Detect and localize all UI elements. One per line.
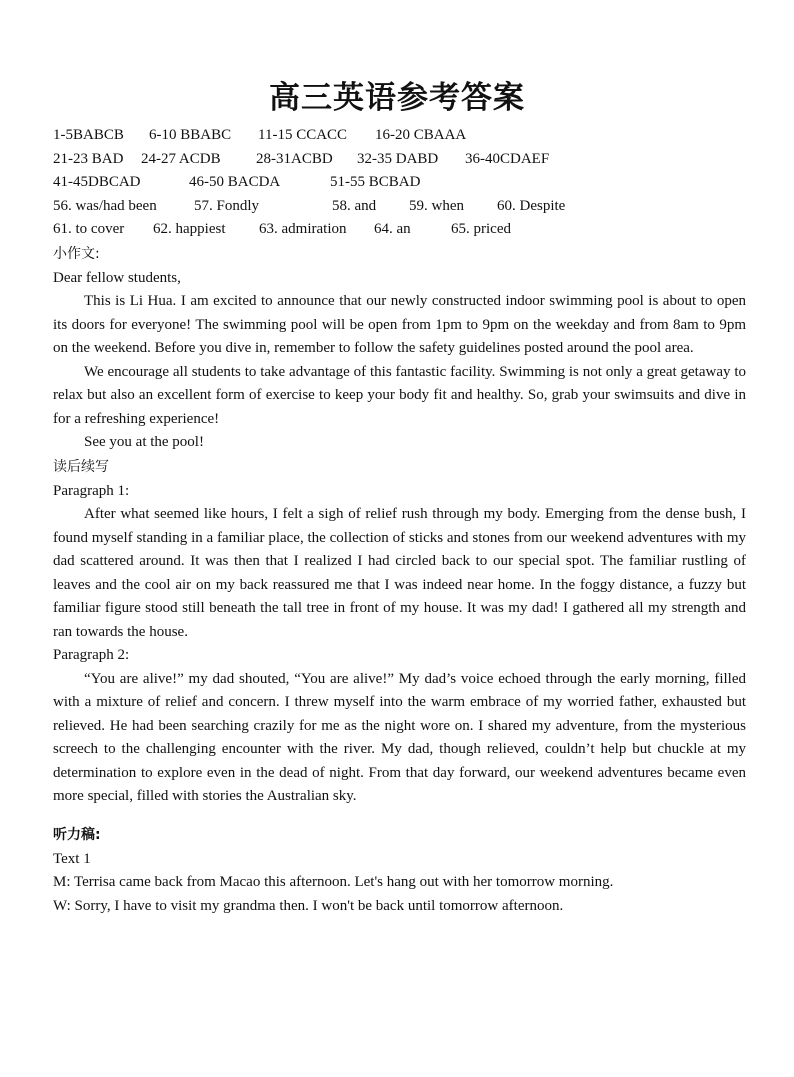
answer-group: 64. an xyxy=(374,221,411,237)
answer-group: 46-50 BACDA xyxy=(189,174,281,190)
answer-group: 6-10 BBABC xyxy=(149,127,232,143)
answer-group: 28-31ACBD xyxy=(256,150,333,167)
writing-section-label: 小作文: xyxy=(53,245,100,262)
answer-group: 61. to cover xyxy=(53,221,125,237)
answer-group: 63. admiration xyxy=(259,221,347,237)
answer-group: 51-55 BCBAD xyxy=(330,174,421,190)
answer-group: 56. was/had been xyxy=(53,197,157,214)
answer-group: 16-20 CBAAA xyxy=(375,127,467,143)
continuation-section-label: 读后续写 xyxy=(53,458,109,475)
answer-group: 62. happiest xyxy=(153,221,226,237)
paragraph-2-text: “You are alive!” my dad shouted, “You are alive!” My dad’s voice echoed through the early morning, filled with a mixture of relief and concern. I threw myself into the warm embrace of my worried father, exhausted but relieved. He had been searching crazily for me as the night wore on. I shared my adventure, from the mysterious screech to the challenging encounter with the river. My dad, though relieved, couldn’t help but chuckle at my determination to explore even in the dead of night. From that day forward, our weekend adventures became even more special, filled with stories the Australian sky. xyxy=(53,670,746,804)
answer-group: 11-15 CCACC xyxy=(258,127,348,143)
section-spacer xyxy=(53,809,746,823)
answer-group: 21-23 BAD xyxy=(53,150,124,167)
letter-paragraph: We encourage all students to take advantage of this fantastic facility. Swimming is not only a great getaway to relax but also an excellent form of exercise to keep your body fit and healthy. So, grab your swimsuits and dive in for a refreshing experience! xyxy=(53,363,746,427)
answer-group: 41-45DBCAD xyxy=(53,174,141,190)
answer-group: 32-35 DABD xyxy=(357,150,439,167)
paragraph-1-text: After what seemed like hours, I felt a sigh of relief rush through my body. Emerging from the dense bush, I found myself standing in a familiar place, the collection of sticks and stones from our weekend adventures with my dad scattered around. It was then that I realized I had circled back to our special spot. The familiar rustling of leaves and the cool air on my back reassured me that I was indeed near home. In the foggy distance, a fuzzy but familiar figure stood still beneath the tall tree in front of my house. It was my dad! I gathered all my strength and ran towards the house. xyxy=(53,506,746,640)
answer-row-3 xyxy=(53,171,746,195)
letter-closing: See you at the pool! xyxy=(84,434,204,450)
answer-row-4 xyxy=(53,195,746,219)
answer-row-1 xyxy=(53,124,746,148)
answer-group: 65. priced xyxy=(451,221,511,237)
answer-group: 58. and xyxy=(332,197,377,214)
dialogue-line: M: Terrisa came back from Macao this afternoon. Let's hang out with her tomorrow morning. xyxy=(53,874,614,890)
answer-row-2 xyxy=(53,148,746,172)
page-title: 高三英语参考答案 xyxy=(269,80,525,116)
answer-row-5 xyxy=(53,218,746,242)
answer-group: 1-5BABCB xyxy=(53,127,124,143)
answer-group: 24-27 ACDB xyxy=(141,150,221,167)
content xyxy=(53,124,746,918)
answer-group: 59. when xyxy=(409,197,464,214)
paragraph-2-label: Paragraph 2: xyxy=(53,647,130,663)
listening-text-label: Text 1 xyxy=(53,850,91,867)
answer-group: 36-40CDAEF xyxy=(465,150,550,167)
answer-group: 57. Fondly xyxy=(194,197,260,214)
letter-salutation: Dear fellow students, xyxy=(53,269,181,286)
listening-section-label: 听力稿: xyxy=(53,826,101,843)
dialogue-line: W: Sorry, I have to visit my grandma then. I won't be back until tomorrow afternoon. xyxy=(53,897,564,914)
paragraph-1-label: Paragraph 1: xyxy=(53,482,130,499)
answer-group: 60. Despite xyxy=(497,197,566,214)
letter-paragraph: This is Li Hua. I am excited to announce that our newly constructed indoor swimming pool is about to open its doors for everyone! The swimming pool will be open from 1pm to 9pm on the weekday and from 8am to 9pm on the weekend. Before you dive in, remember to follow the safety guidelines posted around the pool area. xyxy=(53,293,746,356)
